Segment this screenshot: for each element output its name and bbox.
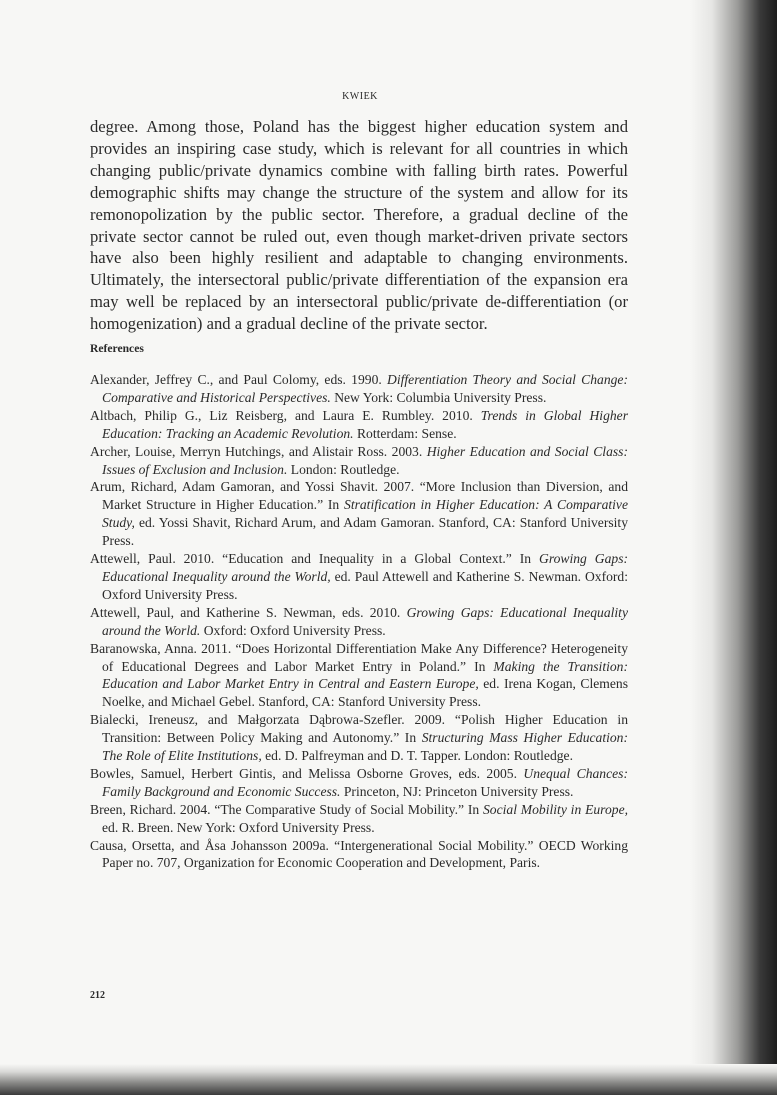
reference-item: Attewell, Paul. 2010. “Education and Inequality in a Global Context.” In Growing Gaps: Educational Inequality around the World, ed. Paul Attewell and Katherine S. Newman. Oxford: Oxford University Press. bbox=[90, 551, 629, 602]
reference-item: Attewell, Paul, and Katherine S. Newman, eds. 2010. Growing Gaps: Educational Inequality around the World. Oxford: Oxford University Press. bbox=[90, 604, 628, 638]
reference-item: Archer, Louise, Merryn Hutchings, and Alistair Ross. 2003. Higher Education and Social Class: Issues of Exclusion and Inclusion. London: Routledge. bbox=[90, 443, 628, 477]
reference-item: Arum, Richard, Adam Gamoran, and Yossi Shavit. 2007. “More Inclusion than Diversion, and Market Structure in Higher Education.” In Stratification in Higher Education: A Comparative Study, ed. Yossi Shavit, Richard Arum, and Adam Gamoran. Stanford, CA: Stanford University Press. bbox=[90, 479, 628, 549]
reference-item: Breen, Richard. 2004. “The Comparative Study of Social Mobility.” In Social Mobility in Europe, ed. R. Breen. New York: Oxford University Press. bbox=[90, 801, 628, 835]
page-bottom-shadow bbox=[0, 1064, 777, 1095]
reference-item: Baranowska, Anna. 2011. “Does Horizontal Differentiation Make Any Difference? Heterogeneity of Educational Degrees and Labor Market Entry in Poland.” In Making the Transition: Education and Labor Market Entry in Central and Eastern Europe, ed. Irena Kogan, Clemens Noelke, and Michael Gebel. Stanford, CA: Stanford University Press. bbox=[90, 640, 628, 710]
running-head: KWIEK bbox=[342, 91, 378, 102]
reference-item: Bialecki, Ireneusz, and Małgorzata Dąbrowa-Szefler. 2009. “Polish Higher Education in Transition: Between Policy Making and Autonomy.” In Structuring Mass Higher Education: The Role of Elite Institutions, ed. D. Palfreyman and D. T. Tapper. London: Routledge. bbox=[90, 712, 628, 764]
book-gutter-shadow bbox=[690, 0, 777, 1095]
body-paragraph: degree. Among those, Poland has the biggest higher education system and provides an inspiring case study, which is relevant for all countries in which changing public/private dynamics combine with falling birth rates. Powerful demographic shifts may change the structure of the system and allow for its remonopolization by the public sector. Therefore, a gradual decline of the private sector cannot be ruled out, even though market-driven private sectors have also been highly resilient and adaptable to changing environments. Ultimately, the intersectoral public/private differentiation of the expansion era may well be replaced by an intersectoral public/private de-differentiation (or homogenization) and a gradual decline of the private sector. bbox=[90, 117, 628, 334]
page-number: 212 bbox=[90, 990, 105, 1001]
references-heading: References bbox=[90, 342, 144, 355]
reference-list bbox=[90, 371, 628, 872]
reference-item: Alexander, Jeffrey C., and Paul Colomy, eds. 1990. Differentiation Theory and Social Change: Comparative and Historical Perspectives. New York: Columbia University Press. bbox=[90, 372, 628, 405]
reference-item: Causa, Orsetta, and Åsa Johansson 2009a. “Intergenerational Social Mobility.” OECD Working Paper no. 707, Organization for Economic Cooperation and Development, Paris. bbox=[90, 837, 628, 871]
reference-item: Altbach, Philip G., Liz Reisberg, and Laura E. Rumbley. 2010. Trends in Global Higher Education: Tracking an Academic Revolution. Rotterdam: Sense. bbox=[90, 407, 628, 441]
reference-item: Bowles, Samuel, Herbert Gintis, and Melissa Osborne Groves, eds. 2005. Unequal Chances: Family Background and Economic Success. Princeton, NJ: Princeton University Press. bbox=[90, 765, 628, 799]
